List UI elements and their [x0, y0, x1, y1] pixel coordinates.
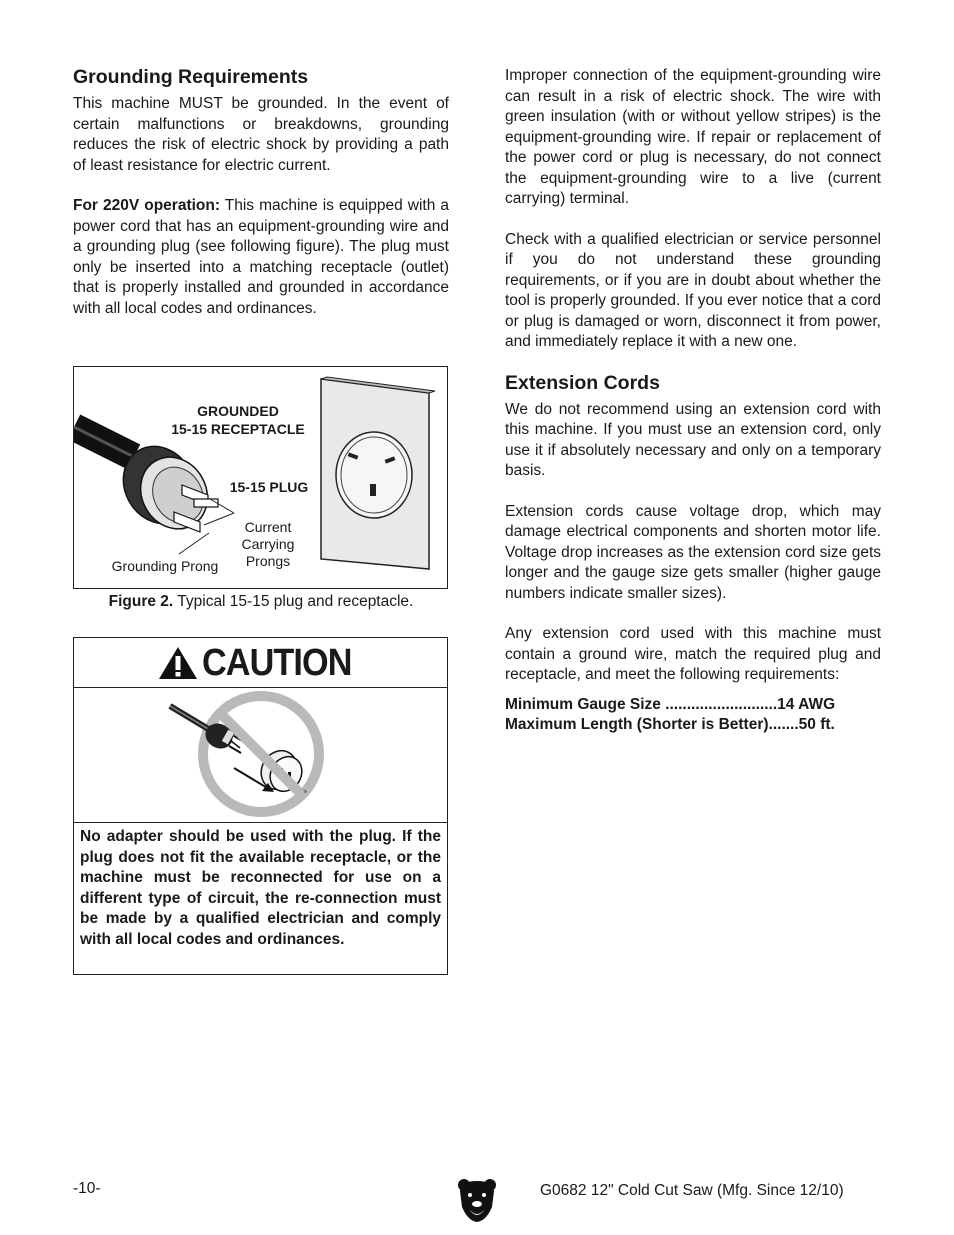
extension-para-1: We do not recommend using an extension cord with this machine. If you must use an extension cord, only use it if absolutely necessary and only on a temporary basis. — [505, 400, 881, 480]
prongs-label-line-1: Current — [244, 519, 292, 535]
grounding-para-1: This machine MUST be grounded. In the event of certain malfunctions or breakdowns, grounding reduces the risk of electric shock by providing a path of least resistance for electric current. — [73, 95, 449, 174]
caution-header — [74, 638, 447, 688]
prongs-label-line-3: Prongs — [245, 553, 291, 569]
prongs-label-line-2: Carrying — [241, 536, 295, 552]
grounding-para-2 — [73, 196, 449, 319]
receptacle-label-line-1: GROUNDED — [197, 403, 279, 419]
caution-illustration — [74, 688, 447, 823]
grounding-prong-label: Grounding Prong — [111, 558, 219, 574]
grounding-wire-para: Improper connection of the equipment-grounding wire can result in a risk of electric shock. The wire with green insulation (with or without yellow stripes) is the equipment-grounding wire. If repair or replacement of the power cord or plug is necessary, do not connect the equipment-grounding wire to a live (current carrying) terminal. — [505, 67, 881, 207]
right-column — [505, 66, 881, 736]
operation-text: This machine is equipped with a power cord that has an equipment-grounding wire and a grounding plug (see following figure). The plug must only be inserted into a matching receptacle (outlet) that is properly installed and grounded in accordance with all local codes and ordinances. — [73, 197, 449, 317]
footer-model: G0682 12" Cold Cut Saw (Mfg. Since 12/10) — [540, 1182, 844, 1199]
plug-label: 15-15 PLUG — [229, 479, 309, 495]
no-adapter-icon — [74, 688, 447, 822]
figure-caption-text: Typical 15-15 plug and receptacle. — [173, 593, 414, 610]
figure-plug-receptacle — [73, 366, 448, 589]
bear-head-icon — [456, 1177, 498, 1223]
page-number: -10- — [73, 1180, 101, 1197]
left-column — [73, 66, 449, 339]
caution-text: No adapter should be used with the plug. If the plug does not fit the available receptacle, or the machine must be reconnected for use on a different type of circuit, the re-connection must be made by a qualified electrician and comply with all local codes and ordinances. — [80, 828, 441, 948]
grounding-heading: Grounding Requirements — [73, 66, 309, 88]
spec-max-length: Maximum Length (Shorter is Better).......50 ft. — [505, 716, 835, 734]
receptacle-label-line-2: 15-15 RECEPTACLE — [171, 421, 305, 437]
figure-caption — [73, 592, 449, 612]
electrician-para: Check with a qualified electrician or service personnel if you do not understand these grounding requirements, or if you are in doubt about whether the tool is properly grounded. If you ever notice that a cord or plug is damaged or worn, disconnect it from power, and immediately replace it with a new one. — [505, 230, 881, 350]
extension-para-3: Any extension cord used with this machine must contain a ground wire, match the required plug and receptacle, and meet the following requirements: — [505, 625, 881, 684]
extension-cords-heading: Extension Cords — [505, 371, 660, 394]
operation-label: For 220V operation: — [73, 197, 221, 215]
caution-box — [73, 637, 448, 975]
caution-title: CAUTION — [202, 642, 352, 684]
warning-triangle-icon — [158, 646, 198, 680]
figure-number: Figure 2. — [108, 593, 174, 610]
extension-para-2: Extension cords cause voltage drop, which may damage electrical components and shorten motor life. Voltage drop increases as the extension cord size gets longer and the gauge size gets smaller (higher gauge numbers indicate smaller sizes). — [505, 502, 881, 602]
spec-min-gauge: Minimum Gauge Size ..........................14 AWG — [505, 695, 836, 713]
